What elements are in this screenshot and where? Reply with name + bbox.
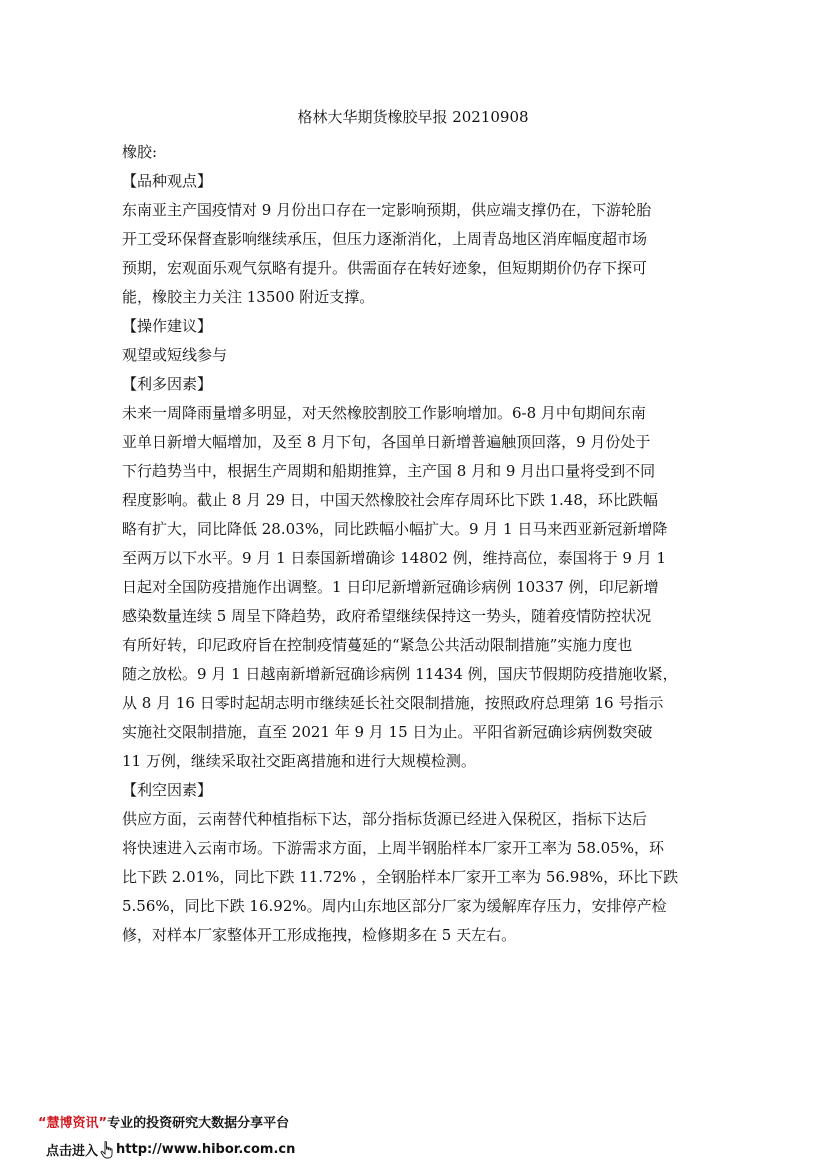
footer-brand: “慧博资讯”: [38, 1116, 108, 1131]
footer-link-url[interactable]: http://www.hibor.com.cn: [116, 1142, 296, 1157]
footer-link-row[interactable]: [46, 1140, 295, 1159]
paragraph-line: 未来一周降雨量增多明显，对天然橡胶割胶工作影响增加。6-8 月中旬期间东南: [122, 404, 646, 422]
section-bearish-factors: [122, 776, 722, 950]
paragraph-line: 略有扩大，同比降低 28.03%，同比跌幅小幅扩大。9 月 1 日马来西亚新冠新增降: [122, 520, 668, 538]
paragraph-line: 亚单日新增大幅增加，及至 8 月下旬，各国单日新增普遍触顶回落，9 月份处于: [122, 433, 651, 451]
paragraph-line: 日起对全国防疫措施作出调整。1 日印尼新增新冠确诊病例 10337 例，印尼新增: [122, 578, 659, 596]
footer-tagline-text: 专业的投资研究大数据分享平台: [107, 1116, 290, 1131]
section-operation-advice: [122, 312, 722, 370]
section-variety-view: [122, 167, 722, 312]
section-bullish-factors: [122, 370, 722, 776]
paragraph-line: 开工受环保督查影响继续承压，但压力逐渐消化，上周青岛地区消库幅度超市场: [122, 230, 648, 248]
section-heading: 【利空因素】: [122, 781, 213, 799]
paragraph-line: 有所好转，印尼政府旨在控制疫情蔓延的“紧急公共活动限制措施”实施力度也: [122, 636, 633, 654]
paragraph-line: 供应方面，云南替代种植指标下达，部分指标货源已经进入保税区，指标下达后: [122, 810, 648, 828]
footer-tagline: [38, 1112, 289, 1131]
paragraph-line: 将快速进入云南市场。下游需求方面，上周半钢胎样本厂家开工率为 58.05%，环: [122, 839, 664, 857]
paragraph-line: 实施社交限制措施，直至 2021 年 9 月 15 日为止。平阳省新冠确诊病例数突破: [122, 723, 653, 741]
paragraph-line: 比下跌 2.01%，同比下跌 11.72% ，全钢胎样本厂家开工率为 56.98%，环比下跌: [122, 868, 679, 886]
paragraph-line: 11 万例，继续采取社交距离措施和进行大规模检测。: [122, 752, 476, 770]
subject-label: 橡胶:: [122, 143, 158, 161]
footer-link-prefix: 点击进入: [46, 1144, 99, 1159]
hand-cursor-icon: [100, 1141, 114, 1159]
paragraph-line: 东南亚主产国疫情对 9 月份出口存在一定影响预期，供应端支撑仍在，下游轮胎: [122, 201, 652, 219]
document-title: 格林大华期货橡胶早报 20210908: [297, 108, 529, 126]
section-heading: 【利多因素】: [122, 375, 213, 393]
paragraph-line: 5.56%，同比下跌 16.92%。周内山东地区部分厂家为缓解库存压力，安排停产检: [122, 897, 667, 915]
paragraph-line: 预期，宏观面乐观气氛略有提升。供需面存在转好迹象，但短期期价仍存下探可: [122, 259, 648, 277]
paragraph-line: 至两万以下水平。9 月 1 日泰国新增确诊 14802 例，维持高位，泰国将于 9 月 1: [122, 549, 667, 567]
paragraph-line: 从 8 月 16 日零时起胡志明市继续延长社交限制措施，按照政府总理第 16 号指示: [122, 694, 664, 712]
paragraph-line: 程度影响。截止 8 月 29 日，中国天然橡胶社会库存周环比下跌 1.48，环比跌幅: [122, 491, 658, 509]
paragraph-line: 随之放松。9 月 1 日越南新增新冠确诊病例 11434 例，国庆节假期防疫措施收紧，: [122, 665, 678, 683]
section-heading: 【操作建议】: [122, 317, 213, 335]
paragraph-line: 感染数量连续 5 周呈下降趋势，政府希望继续保持这一势头，随着疫情防控状况: [122, 607, 652, 625]
paragraph-line: 下行趋势当中，根据生产周期和船期推算，主产国 8 月和 9 月出口量将受到不同: [122, 462, 656, 480]
paragraph-line: 能，橡胶主力关注 13500 附近支撑。: [122, 288, 375, 306]
document-body: [122, 138, 722, 950]
paragraph-line: 修，对样本厂家整体开工形成拖拽，检修期多在 5 天左右。: [122, 926, 517, 944]
section-heading: 【品种观点】: [122, 172, 213, 190]
paragraph-line: 观望或短线参与: [122, 346, 228, 364]
